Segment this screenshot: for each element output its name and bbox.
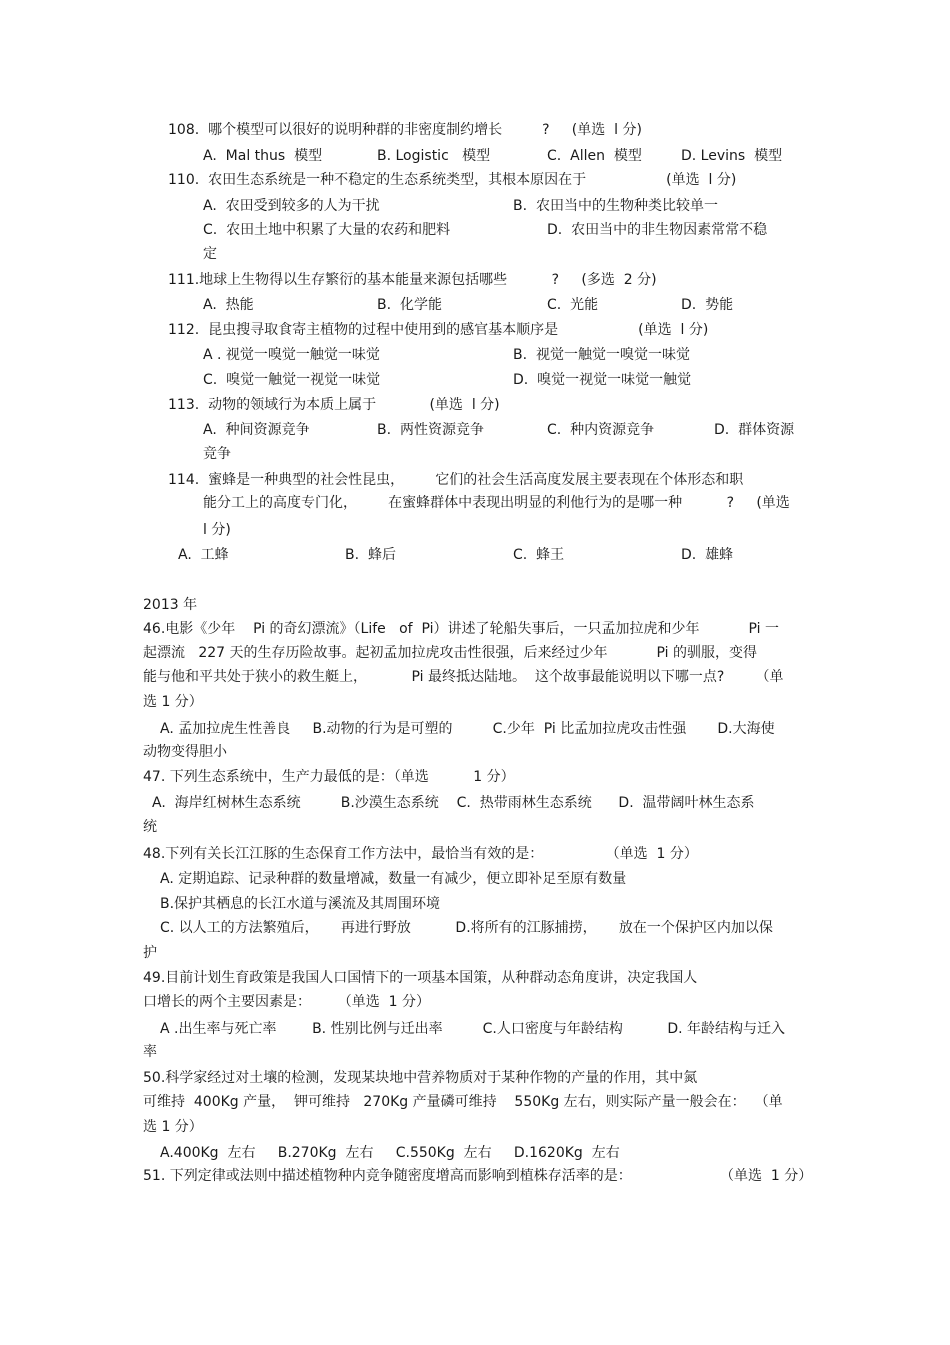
option-a: A. 工蜂	[178, 547, 229, 563]
question-stem: 113. 动物的领域行为本质上属于 (单选 l 分)	[168, 397, 500, 413]
options-line-continued: 动物变得胆小	[143, 744, 227, 760]
option-a: A. Mal thus 模型	[203, 148, 323, 164]
options-line-continued: 统	[143, 819, 157, 835]
question-stem-line2: 口增长的两个主要因素是： （单选 1 分）	[143, 994, 430, 1010]
question-stem-line3: 选 1 分）	[143, 1119, 203, 1135]
question-tag: （单选 1 分）	[720, 1168, 813, 1184]
options-line: A. 孟加拉虎生性善良 B.动物的行为是可塑的 C.少年 Pi 比孟加拉虎攻击性强 D.大海使	[160, 721, 775, 737]
option-d: D. 农田当中的非生物因素常常不稳	[547, 222, 768, 238]
option-c: C. 种内资源竞争	[547, 422, 655, 438]
options-line: A. 海岸红树林生态系统 B.沙漠生态系统 C. 热带雨林生态系统 D. 温带阔叶林生态系	[152, 795, 755, 811]
option-b: B. 化学能	[377, 297, 442, 313]
question-stem-line2: 能分工上的高度专门化， 在蜜蜂群体中表现出明显的利他行为的是哪一种 ? (单选	[203, 495, 790, 511]
option-d-continued: 定	[203, 246, 217, 262]
options-line-continued: 率	[143, 1044, 157, 1060]
question-stem-line4: 选 1 分）	[143, 694, 203, 710]
option-d: D. Levins 模型	[681, 148, 783, 164]
question-stem-line1: 114. 蜜蜂是一种典型的社会性昆虫， 它们的社会生活高度发展主要表现在个体形态和职	[168, 472, 744, 488]
option-c: C. Allen 模型	[547, 148, 642, 164]
options-line: A .出生率与死亡率 B. 性别比例与迁出率 C.人口密度与年龄结构 D. 年龄结构与迁入	[160, 1021, 786, 1037]
option-b: B. 农田当中的生物种类比较单一	[513, 198, 718, 214]
option-d: D. 群体资源	[714, 422, 795, 438]
option-b: B. 两性资源竞争	[377, 422, 484, 438]
option-d-continued: 竞争	[203, 446, 231, 462]
option-d: D. 嗅觉一视觉一味觉一触觉	[513, 372, 692, 388]
options-line: A.400Kg 左右 B.270Kg 左右 C.550Kg 左右 D.1620Kg 左右	[160, 1145, 620, 1161]
option-b: B. Logistic 模型	[377, 148, 491, 164]
option-a: A. 农田受到较多的人为干扰	[203, 198, 380, 214]
option-c: C. 嗅觉一触觉一视觉一味觉	[203, 372, 381, 388]
option-b: B. 视觉一触觉一嗅觉一味觉	[513, 347, 690, 363]
option-c: C. 农田土地中积累了大量的农药和肥料	[203, 222, 451, 238]
question-stem-line3: l 分)	[203, 522, 231, 538]
option-b: B.保护其栖息的长江水道与溪流及其周围环境	[160, 896, 441, 912]
option-d: D. 势能	[681, 297, 734, 313]
options-cd-continued: 护	[143, 945, 157, 961]
section-year-heading: 2013 年	[143, 597, 198, 613]
question-stem: 47. 下列生态系统中，生产力最低的是：（单选 1 分）	[143, 769, 515, 785]
question-stem-line2: 起漂流 227 天的生存历险故事。起初孟加拉虎攻击性很强，后来经过少年 Pi 的驯服，变得	[143, 645, 757, 661]
question-stem: 111.地球上生物得以生存繁衍的基本能量来源包括哪些 ? (多选 2 分)	[168, 272, 657, 288]
option-a: A . 视觉一嗅觉一触觉一味觉	[203, 347, 380, 363]
option-a: A. 热能	[203, 297, 254, 313]
question-stem-line1: 49.目前计划生育政策是我国人口国情下的一项基本国策，从种群动态角度讲，决定我国人	[143, 970, 698, 986]
option-a: A. 定期追踪、记录种群的数量增减，数量一有减少，便立即补足至原有数量	[160, 871, 627, 887]
option-c: C. 光能	[547, 297, 599, 313]
question-stem-line2: 可维持 400Kg 产量， 钾可维持 270Kg 产量磷可维持 550Kg 左右，则实际产量一般会在： （单	[143, 1094, 783, 1110]
question-stem-line3: 能与他和平共处于狭小的救生艇上， Pi 最终抵达陆地。 这个故事最能说明以下哪一点? （单	[143, 669, 784, 685]
question-stem: 51. 下列定律或法则中描述植物种内竞争随密度增高而影响到植株存活率的是：	[143, 1168, 632, 1184]
question-stem: 112. 昆虫搜寻取食寄主植物的过程中使用到的感官基本顺序是 (单选 l 分)	[168, 322, 709, 338]
options-cd: C. 以人工的方法繁殖后， 再进行野放 D.将所有的江豚捕捞， 放在一个保护区内加以保	[160, 920, 773, 936]
question-stem-line1: 46.电影《少年 Pi 的奇幻漂流》（Life of Pi）讲述了轮船失事后，一只孟加拉虎和少年 Pi 一	[143, 621, 779, 637]
question-stem: 108. 哪个模型可以很好的说明种群的非密度制约增长 ? (单选 l 分)	[168, 122, 642, 138]
question-stem: 48.下列有关长江江豚的生态保育工作方法中，最恰当有效的是： （单选 1 分）	[143, 846, 698, 862]
option-a: A. 种间资源竞争	[203, 422, 310, 438]
option-c: C. 蜂王	[513, 547, 565, 563]
option-d: D. 雄蜂	[681, 547, 734, 563]
question-stem: 110. 农田生态系统是一种不稳定的生态系统类型，其根本原因在于 (单选 l 分)	[168, 172, 737, 188]
question-stem-line1: 50.科学家经过对土壤的检测，发现某块地中营养物质对于某种作物的产量的作用，其中氮	[143, 1070, 698, 1086]
option-b: B. 蜂后	[345, 547, 396, 563]
